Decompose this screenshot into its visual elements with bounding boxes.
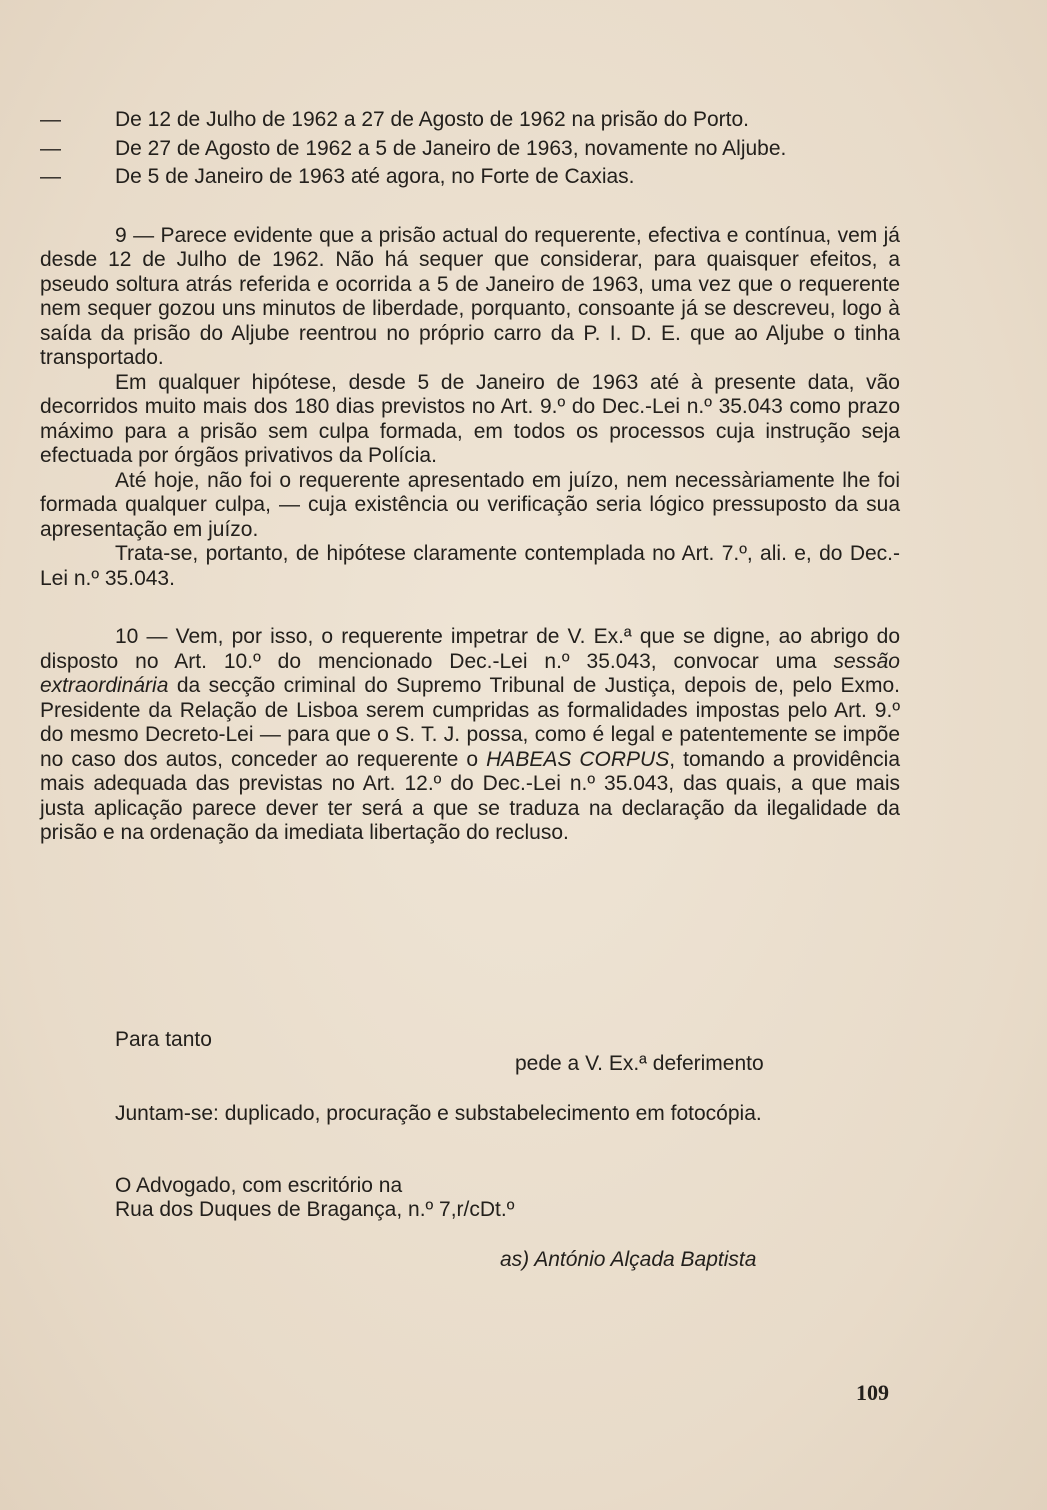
document-body (40, 108, 900, 846)
italic-phrase: sessão extraordinária (40, 649, 900, 697)
paragraph-text: Vem, por isso, o requerente impetrar de V. Ex.ª que se digne, ao abrigo do disposto no Art. 10.º do mencionado Dec.-Lei n.º 35.043, convocar uma (40, 625, 900, 673)
advogado-line-2: Rua dos Duques de Bragança, n.º 7,r/cDt.º (115, 1198, 515, 1221)
list-item-text: De 27 de Agosto de 1962 a 5 de Janeiro de 1963, novamente no Aljube. (115, 136, 787, 160)
list-item-text: De 5 de Janeiro de 1963 até agora, no Forte de Caxias. (115, 165, 635, 188)
list-item (40, 137, 900, 162)
italic-phrase: HABEAS CORPUS (486, 747, 670, 771)
paragraph-text: da secção criminal do Supremo Tribunal de Justiça, depois de, pelo Exmo. Presidente da Relação de Lisboa serem cumpridas as formalidades impostas pelo Art. 9.º do mesmo Decreto-Lei — para que o S. T. J. possa, como é legal e patentemente se impõe no caso dos autos, conceder ao requerente o (40, 674, 900, 771)
list-item (40, 108, 900, 133)
page-number: 109 (856, 1380, 889, 1405)
paragraph-text: Parece evidente que a prisão actual do requerente, efectiva e contínua, vem já desde 12 de Julho de 1962. Não há sequer que considerar, para quaisquer efeitos, a pseudo soltura atrás referida e ocorrida a 5 de Janeiro de 1963, uma vez que o requerente nem sequer gozou uns minutos de liberdade, porquanto, consoante já se descreveu, logo à saída da prisão do Aljube reentrou no próprio carro da P. I. D. E. que ao Aljube o tinha transportado. (40, 223, 900, 369)
advogado-line-1: O Advogado, com escritório na (115, 1174, 403, 1197)
dash-mark: — (40, 165, 61, 188)
paragraph-9d: Trata-se, portanto, de hipótese claramente contemplada no Art. 7.º, ali. e, do Dec.-Lei n.º 35.043. (40, 542, 900, 590)
closing-pede: pede a V. Ex.ª deferimento (515, 1052, 764, 1075)
dash-mark: — (146, 625, 168, 648)
paragraph-9 (40, 224, 900, 371)
closing-juntam: Juntam-se: duplicado, procuração e substabelecimento em fotocópia. (115, 1102, 762, 1125)
dash-mark: — (40, 136, 61, 160)
paragraph-9c: Até hoje, não foi o requerente apresentado em juízo, nem necessàriamente lhe foi formada qualquer culpa, — cuja existência ou verificação seria lógico pressuposto da sua apresentação em juízo. (40, 468, 900, 541)
paragraph-text: , tomando a providência mais adequada das previstas no Art. 12.º do Dec.-Lei n.º 35.043, das quais, a que mais justa aplicação parece dever ter será a que se traduza na declaração da ilegalidade da prisão e na ordenação da imediata libertação do recluso. (40, 747, 900, 844)
dash-mark: — (133, 223, 155, 247)
paragraph-9b: Em qualquer hipótese, desde 5 de Janeiro de 1963 até à presente data, vão decorridos muito mais dos 180 dias previstos no Art. 9.º do Dec.-Lei n.º 35.043 como prazo máximo para a prisão sem culpa formada, em todos os processos cuja instrução seja efectuada por órgãos privativos da Polícia. (40, 370, 900, 467)
dash-mark: — (40, 108, 61, 131)
list-item (40, 165, 900, 190)
list-item-text: De 12 de Julho de 1962 a 27 de Agosto de 1962 na prisão do Porto. (115, 108, 749, 131)
paragraph-number: 9 (115, 223, 127, 247)
closing-para-tanto: Para tanto (115, 1028, 212, 1051)
signature: as) António Alçada Baptista (500, 1248, 757, 1271)
paragraph-number: 10 (115, 625, 139, 648)
paragraph-10 (40, 625, 900, 846)
